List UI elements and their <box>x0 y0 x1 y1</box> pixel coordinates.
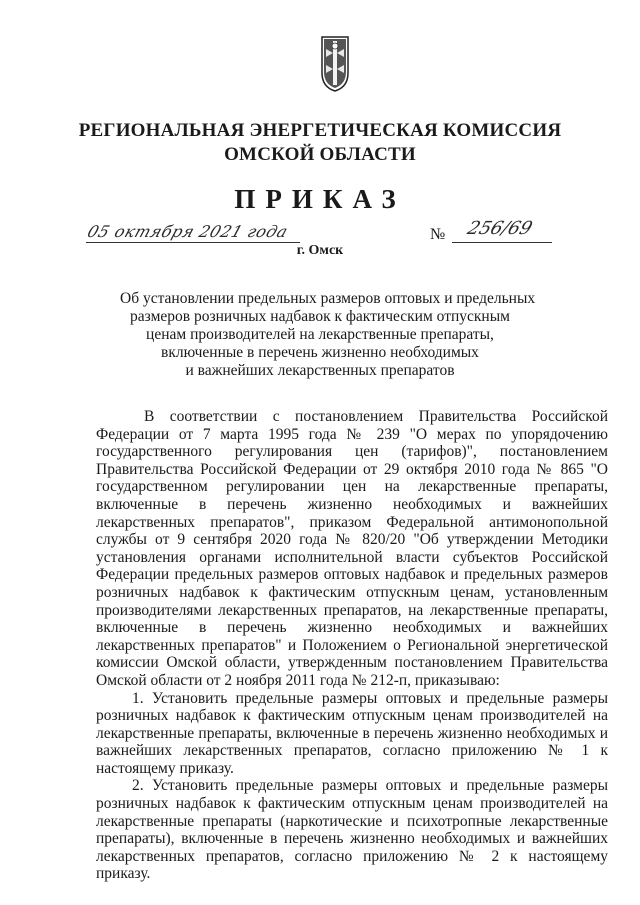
preamble-paragraph: В соответствии с постановлением Правительства Российской Федерации от 7 марта 1995 года № 239 "О мерах по упорядочению государственного регулирования цен (тарифов)", постановлением Правительства Российской Федерации от 29 октября 2010 года № 865 "О государственном регулировании цен на лекарственные препараты, включенные в перечень жизненно необходимых и важнейших лекарственных препаратов", приказом Федеральной антимонопольной службы от 9 сентября 2020 года № 820/20 "Об утверждении Методики установления органами исполнительной власти субъектов Российской Федерации предельных размеров оптовых надбавок и предельных размеров розничных надбавок к фактическим отпускным ценам, установленным производителями лекарственных препаратов, на лекарственные препараты, включенные в перечень жизненно необходимых и важнейших лекарственных препаратов" и Положением о Региональной энергетической комиссии Омской области, утвержденным постановлением Правительства Омской области от 2 ноября 2011 года № 212-п, приказываю: <box>96 408 608 689</box>
issue-city: г. Омск <box>296 243 344 258</box>
order-item-1: 1. Установить предельные размеры оптовых и предельные размеры розничных надбавок к фактическим отпускным ценам производителей на лекарственные препараты, включенные в перечень жизненно необходимых и важнейших лекарственных препаратов, согласно приложению № 1 к настоящему приказу. <box>96 689 608 777</box>
order-body <box>96 408 608 883</box>
number-sign: № <box>430 226 446 243</box>
order-item-2: 2. Установить предельные размеры оптовых и предельные размеры розничных надбавок к фактическим отпускным ценам производителей на лекарственные препараты (наркотические и психотропные лекарственные препараты), включенные в перечень жизненно необходимых и важнейших лекарственных препаратов, согласно приложению № 2 к настоящему приказу. <box>96 777 608 883</box>
subject-line: Об установлении предельных размеров оптовых и предельных <box>120 290 536 307</box>
subject-line: ценам производителей на лекарственные препараты, <box>146 326 494 343</box>
organization-region: ОМСКОЙ ОБЛАСТИ <box>224 144 416 165</box>
handwritten-date: 05 октября 2021 года <box>85 222 291 241</box>
coat-of-arms-icon <box>320 35 350 93</box>
handwritten-document-number: 256/69 <box>464 218 535 239</box>
subject-line: включенные в перечень жизненно необходимых <box>161 344 479 361</box>
subject-line: и важнейших лекарственных препаратов <box>185 362 455 379</box>
subject-line: размеров розничных надбавок к фактическим отпускным <box>130 308 510 325</box>
organization-name: РЕГИОНАЛЬНАЯ ЭНЕРГЕТИЧЕСКАЯ КОМИССИЯ <box>78 120 562 141</box>
document-type-title: ПРИКАЗ <box>234 184 406 214</box>
order-subject <box>120 290 536 380</box>
